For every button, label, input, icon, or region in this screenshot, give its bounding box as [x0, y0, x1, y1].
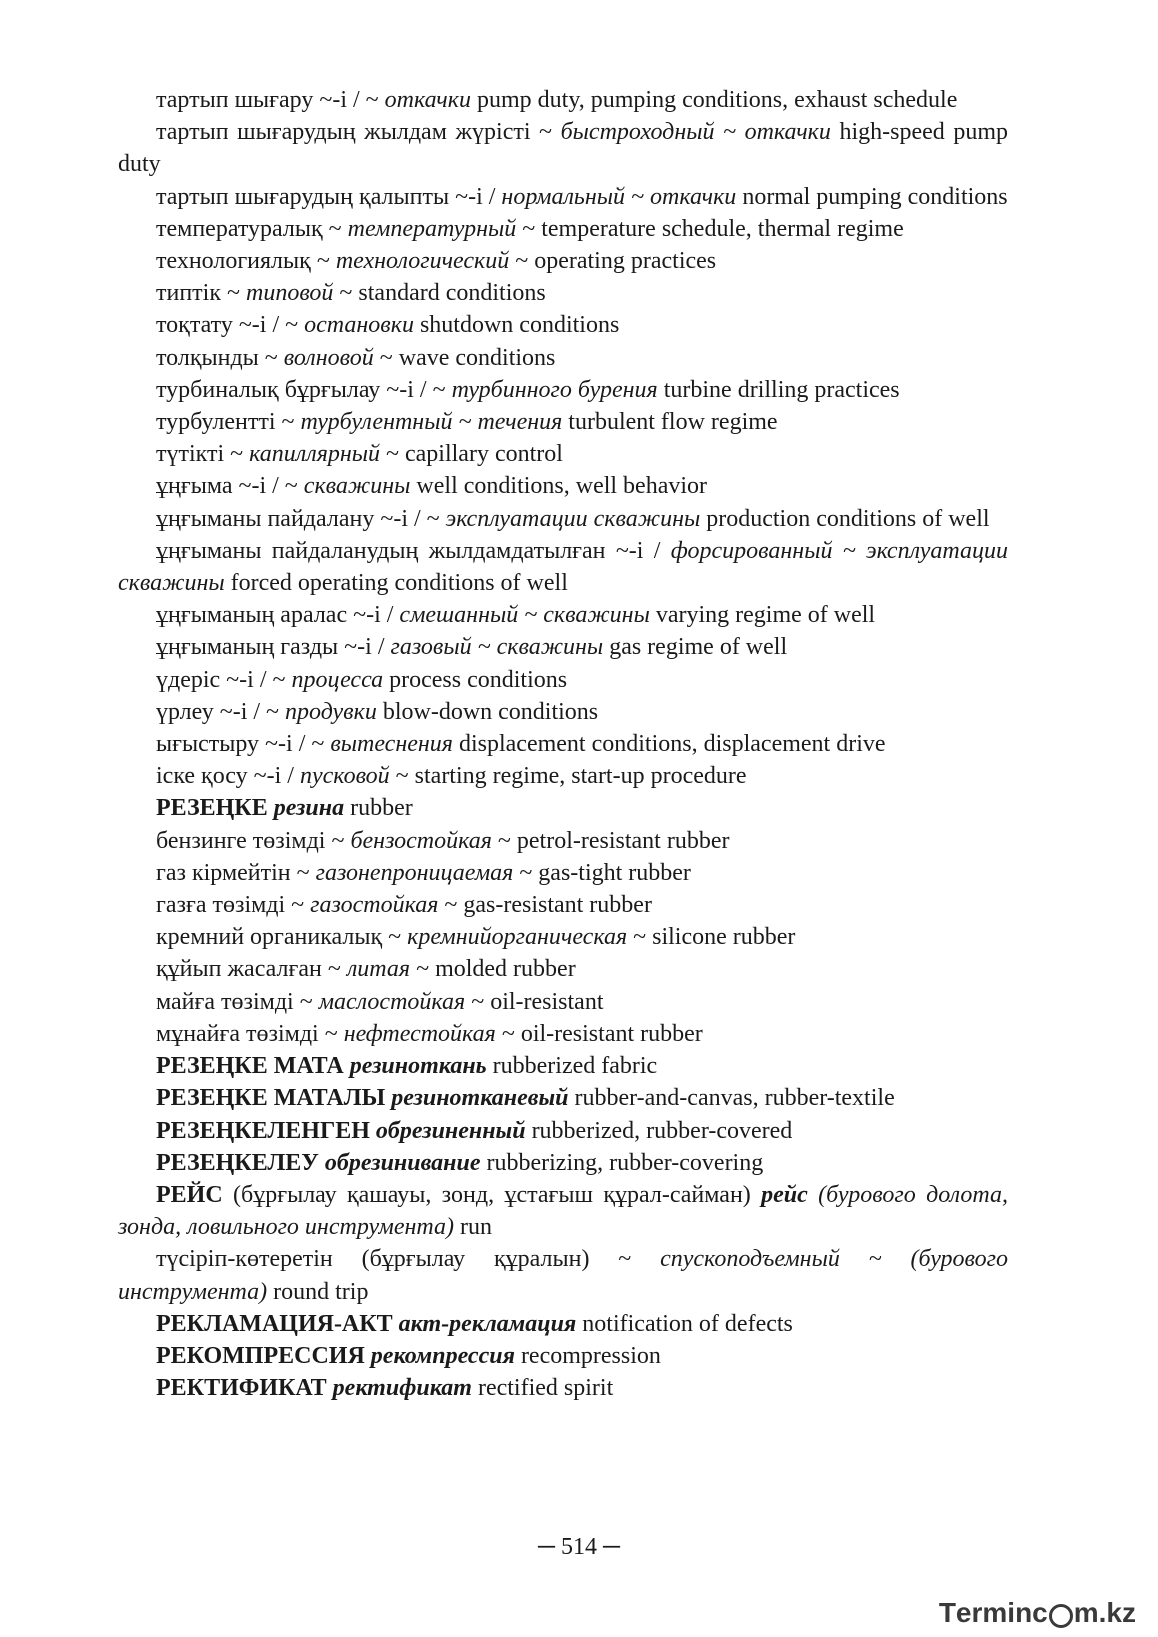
entry-text: high-speed pump duty — [118, 119, 1008, 178]
entry-headword: РЕЗЕҢКЕ МАТАЛЫ — [156, 1085, 392, 1112]
entry-russian-term: процесса — [291, 666, 384, 693]
logo-text-mid: erminc — [955, 1597, 1048, 1628]
entry-russian-term: капиллярный — [249, 441, 381, 468]
dictionary-entry — [118, 1147, 1008, 1179]
entry-text: газға төзімді ~ — [156, 892, 311, 919]
entry-text: ~ petrol-resistant rubber — [491, 827, 730, 854]
entry-russian-term: остановки — [304, 312, 414, 339]
entry-headword: РЕКОМПРЕССИЯ — [156, 1342, 371, 1369]
entry-text: газ кірмейтін ~ — [156, 859, 316, 886]
entry-russian-term: газонепроницаемая — [315, 859, 514, 886]
dictionary-entry — [118, 1308, 1008, 1340]
entry-headword: РЕКЛАМАЦИЯ-АКТ — [156, 1310, 399, 1337]
entry-text: технологиялық ~ — [156, 248, 336, 275]
entry-text: тартып шығарудың жылдам жүрісті ~ — [156, 119, 561, 146]
entry-text: rubberizing, rubber-covering — [480, 1149, 764, 1176]
entry-text: ығыстыру ~-і / ~ — [156, 731, 331, 758]
entry-text: turbulent flow regime — [562, 409, 778, 436]
entry-text: тартып шығару ~-і / ~ — [156, 87, 385, 113]
entry-text: rubberized fabric — [486, 1053, 658, 1080]
entry-russian-term: турбинного бурения — [451, 376, 658, 403]
entry-russian-term: бензостойкая — [350, 827, 492, 854]
entry-text: ~ gas-resistant rubber — [438, 892, 652, 919]
entry-text: production conditions of well — [700, 505, 990, 532]
dictionary-entry — [118, 857, 1008, 889]
entry-russian-term: (бурового долота, зонда, ловильного инструмента) — [118, 1181, 1008, 1241]
dictionary-entry — [118, 792, 1008, 824]
entry-text: ~ starting regime, start-up procedure — [389, 763, 747, 790]
dictionary-entry — [118, 1082, 1008, 1114]
page-number: ─ 514 ─ — [537, 1534, 620, 1560]
entry-text: recompression — [514, 1342, 661, 1369]
dictionary-entry — [118, 599, 1008, 631]
entry-russian-term: эксплуатации скважины — [445, 505, 701, 532]
dictionary-entry — [118, 921, 1008, 953]
dictionary-entry — [118, 1243, 1008, 1307]
dictionary-entry — [118, 277, 1008, 309]
dictionary-entry — [118, 535, 1008, 599]
entry-text: ~ wave conditions — [373, 344, 556, 371]
entry-russian-term: быстроходный ~ откачки — [560, 119, 831, 146]
entry-text: ~ oil-resistant rubber — [495, 1020, 703, 1047]
entry-russian-term: рекомпрессия — [370, 1342, 515, 1369]
entry-russian-term: спускоподъемный ~ (бурового инструмента) — [118, 1246, 1009, 1305]
dictionary-entry — [118, 1115, 1008, 1147]
dictionary-entry — [118, 116, 1008, 180]
dictionary-entry — [118, 1050, 1008, 1082]
entry-russian-term: нефтестойкая — [343, 1020, 496, 1047]
entry-text: ұңғыма ~-і / ~ — [156, 473, 304, 500]
entry-text: rubberized, rubber-covered — [525, 1117, 793, 1144]
entry-text: ~ molded rubber — [410, 956, 576, 983]
entry-text: shutdown conditions — [413, 312, 620, 339]
entry-russian-term: волновой — [283, 344, 374, 371]
dictionary-entry — [118, 438, 1008, 470]
dictionary-entry — [118, 728, 1008, 760]
dictionary-entry — [118, 696, 1008, 728]
dictionary-entry — [118, 986, 1008, 1018]
dictionary-entry — [118, 953, 1008, 985]
entry-text: run — [454, 1214, 493, 1241]
dictionary-entry — [118, 470, 1008, 502]
entry-text: ұңғыманы пайдаланудың жылдамдатылған ~-і / — [156, 537, 671, 564]
entry-text: ~ gas-tight rubber — [513, 859, 691, 886]
entry-russian-term: обрезиненный — [375, 1117, 526, 1144]
entry-russian-term: пусковой — [299, 763, 390, 790]
entry-russian-term: рейс — [761, 1181, 808, 1208]
entry-text: ұңғыманы пайдалану ~-і / ~ — [156, 505, 446, 532]
entry-text: тартып шығарудың қалыпты ~-і / — [156, 183, 502, 210]
entry-text: ұңғыманың газды ~-і / — [156, 634, 391, 661]
entry-text: типтік ~ — [156, 280, 246, 307]
entry-text: forced operating conditions of well — [224, 570, 568, 597]
entry-text: varying regime of well — [649, 602, 876, 629]
dictionary-entry — [118, 342, 1008, 374]
entry-headword: РЕКТИФИКАТ — [156, 1375, 333, 1402]
dictionary-entry — [118, 309, 1008, 341]
entry-text: үрлеу ~-і / ~ — [156, 698, 286, 725]
entry-text: түсіріп-көтеретін (бұрғылау құралын) ~ — [156, 1246, 661, 1273]
dictionary-body — [118, 84, 1008, 1404]
entry-russian-term: литая — [346, 956, 411, 983]
entry-text: well conditions, well behavior — [410, 473, 708, 500]
entry-text: температуралық ~ — [156, 215, 348, 242]
logo-text-start: T — [938, 1597, 956, 1628]
entry-russian-term: акт-рекламация — [398, 1310, 577, 1337]
entry-text: pump duty, pumping conditions, exhaust schedule — [470, 87, 958, 113]
entry-text: бензинге төзімді ~ — [156, 827, 351, 854]
entry-russian-term: нормальный ~ откачки — [501, 183, 737, 210]
entry-russian-term: смешанный ~ скважины — [399, 602, 650, 629]
entry-text: ~ operating practices — [509, 248, 717, 275]
entry-text: ~ oil-resistant — [465, 988, 604, 1015]
entry-text: rubber — [344, 795, 413, 822]
entry-russian-term: температурный — [347, 215, 517, 242]
entry-russian-term: скважины — [303, 473, 411, 500]
dictionary-entry — [118, 406, 1008, 438]
entry-text: rubber-and-canvas, rubber-textile — [568, 1085, 895, 1112]
entry-text: notification of defects — [576, 1310, 793, 1337]
entry-text: ~ temperature schedule, thermal regime — [516, 215, 904, 242]
entry-text: turbine drilling practices — [657, 376, 900, 403]
entry-text: тоқтату ~-і / ~ — [156, 312, 305, 339]
dictionary-entry — [118, 1340, 1008, 1372]
dictionary-entry — [118, 245, 1008, 277]
entry-russian-term: типовой — [245, 280, 334, 307]
dictionary-entry — [118, 1372, 1008, 1404]
entry-russian-term: резинотканевый — [391, 1085, 569, 1112]
dictionary-entry — [118, 825, 1008, 857]
dictionary-entry — [118, 1018, 1008, 1050]
terminkom-logo — [939, 1597, 1136, 1629]
entry-text: blow-down conditions — [376, 698, 599, 725]
entry-headword: РЕЗЕҢКЕЛЕНГЕН — [156, 1117, 376, 1144]
entry-text: іске қосу ~-і / — [156, 763, 300, 790]
dictionary-entry — [118, 374, 1008, 406]
entry-text: displacement conditions, displacement drive — [452, 731, 886, 758]
logo-text-end: m.kz — [1073, 1597, 1136, 1628]
entry-russian-term: форсированный ~ эксплуатации скважины — [118, 537, 1009, 597]
dictionary-entry — [118, 503, 1008, 535]
entry-russian-term: газовый ~ скважины — [390, 634, 604, 661]
entry-russian-term: технологический — [335, 248, 510, 275]
entry-russian-term: вытеснения — [330, 731, 453, 758]
entry-text: round trip — [267, 1278, 369, 1305]
dictionary-entry — [118, 889, 1008, 921]
entry-headword: РЕЗЕҢКЕ МАТА — [156, 1053, 350, 1080]
dictionary-entry — [118, 631, 1008, 663]
entry-russian-term: ректификат — [332, 1375, 472, 1402]
dictionary-entry — [118, 84, 1008, 116]
entry-text: құйып жасалған ~ — [156, 956, 347, 983]
entry-russian-term: резина — [273, 795, 345, 822]
entry-text: (бұрғылау қашауы, зонд, ұстағыш құрал-сайман) — [222, 1181, 762, 1208]
entry-russian-term: кремнийорганическая — [407, 924, 628, 951]
entry-russian-term: обрезинивание — [324, 1149, 481, 1176]
entry-text: мұнайға төзімді ~ — [156, 1020, 344, 1047]
entry-text: ~ capillary control — [380, 441, 563, 468]
entry-text: normal pumping conditions — [736, 183, 1008, 210]
dictionary-entry — [118, 181, 1008, 213]
entry-text: gas regime of well — [603, 634, 788, 661]
entry-russian-term: продувки — [285, 698, 377, 725]
entry-text: турбулентті ~ — [156, 409, 301, 436]
entry-text: ~ standard conditions — [333, 280, 546, 307]
dictionary-entry — [118, 664, 1008, 696]
entry-russian-term: маслостойкая — [318, 988, 466, 1015]
entry-text: толқынды ~ — [156, 344, 284, 371]
entry-russian-term: газостойкая — [310, 892, 439, 919]
entry-russian-term: резиноткань — [349, 1053, 487, 1080]
entry-text: process conditions — [383, 666, 568, 693]
entry-text: майға төзімді ~ — [156, 988, 319, 1015]
entry-headword: РЕЗЕҢКЕЛЕУ — [156, 1149, 325, 1176]
entry-russian-term: турбулентный ~ течения — [300, 409, 563, 436]
entry-text: түтікті ~ — [156, 441, 250, 468]
dictionary-entry — [118, 1179, 1008, 1243]
entry-text: турбиналық бұрғылау ~-і / ~ — [156, 376, 452, 403]
entry-headword: РЕЗЕҢКЕ — [156, 795, 274, 822]
dictionary-entry — [118, 760, 1008, 792]
entry-russian-term: откачки — [384, 87, 471, 113]
entry-text: ~ silicone rubber — [627, 924, 796, 951]
logo-ring-icon — [1049, 1604, 1073, 1628]
entry-headword: РЕЙС — [156, 1181, 223, 1208]
entry-text: ұңғыманың аралас ~-і / — [156, 602, 400, 629]
entry-text: кремний органикалық ~ — [156, 924, 408, 951]
entry-text: үдеріс ~-і / ~ — [156, 666, 292, 693]
entry-text: rectified spirit — [471, 1375, 614, 1402]
dictionary-entry — [118, 213, 1008, 245]
